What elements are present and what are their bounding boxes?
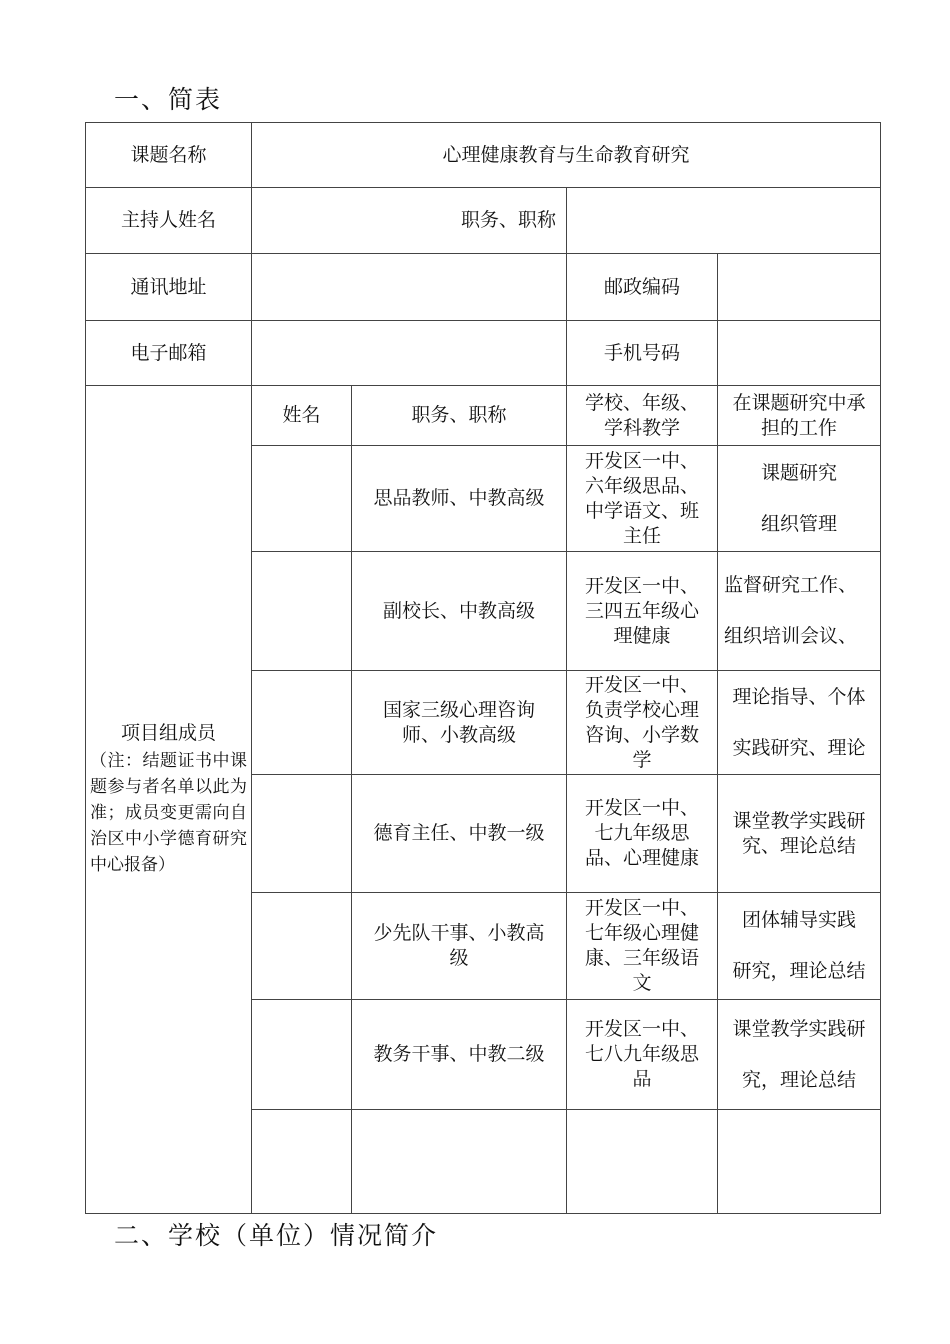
member-school-line: 开发区一中、 [584, 449, 699, 472]
member-duty-line: 课堂教学实践研 [732, 809, 866, 832]
member-title-line: 国家三级心理咨询 [382, 698, 535, 721]
header-duty [718, 386, 881, 446]
member-duty [718, 671, 881, 775]
mobile-label: 手机号码 [567, 321, 718, 386]
member-duty-line: 团体辅导实践 [742, 909, 857, 931]
member-school-line: 三四五年级心 [584, 599, 699, 622]
member-duty [718, 446, 881, 552]
host-title-value[interactable] [567, 188, 881, 254]
postcode-value[interactable] [718, 254, 881, 321]
member-duty-line: 组织管理 [761, 512, 838, 535]
member-school-line: 开发区一中、 [584, 673, 699, 696]
member-title-line: 教务干事、中教二级 [373, 1043, 545, 1065]
member-school-line: 中学语文、班 [584, 499, 699, 522]
member-title-line: 师、小教高级 [401, 723, 516, 746]
section-heading-summary: 一、简表 [114, 85, 223, 114]
member-name[interactable] [252, 775, 352, 893]
line-spacer [722, 1042, 876, 1068]
member-duty-line: 究，理论总结 [742, 1068, 857, 1091]
member-duty-line: 研究，理论总结 [732, 960, 866, 982]
member-school-line: 文 [632, 972, 652, 994]
member-duty-line: 理论指导、个体 [732, 685, 866, 708]
member-school-line: 开发区一中、 [584, 897, 699, 919]
members-header-row [86, 386, 881, 446]
member-school-line: 七九年级思 [594, 822, 690, 844]
email-label: 电子邮箱 [86, 321, 252, 386]
member-duty-line: 课题研究 [761, 461, 838, 484]
member-title [352, 893, 567, 1000]
member-duty [718, 893, 881, 1000]
member-title-line: 级 [449, 947, 469, 969]
line-spacer [722, 710, 876, 736]
header-title: 职务、职称 [352, 386, 567, 446]
member-duty [718, 775, 881, 893]
member-duty[interactable] [718, 1110, 881, 1214]
member-school [567, 893, 718, 1000]
member-school-line: 负责学校心理 [584, 698, 699, 721]
member-school-line: 理健康 [613, 624, 671, 647]
header-school-line: 学科教学 [603, 416, 680, 439]
email-value[interactable] [252, 321, 567, 386]
member-school-line: 咨询、小学数 [584, 723, 699, 746]
member-name[interactable] [252, 446, 352, 552]
member-title [352, 552, 567, 671]
header-duty-line: 在课题研究中承 [732, 391, 866, 414]
row-email [86, 321, 881, 386]
member-duty-line: 监督研究工作、 [724, 574, 858, 596]
member-title-line: 思品教师、中教高级 [373, 487, 545, 509]
member-name[interactable] [252, 1110, 352, 1214]
member-name[interactable] [252, 552, 352, 671]
address-label: 通讯地址 [86, 254, 252, 321]
header-duty-line: 担的工作 [761, 416, 838, 439]
member-name[interactable] [252, 893, 352, 1000]
member-school-line: 品、心理健康 [584, 847, 699, 869]
member-title[interactable] [352, 1110, 567, 1214]
header-school-line: 学校、年级、 [584, 391, 699, 414]
summary-form-table [85, 122, 881, 1214]
row-address [86, 254, 881, 321]
member-school-line: 六年级思品、 [584, 474, 699, 497]
member-school-line: 七年级心理健 [584, 922, 699, 944]
member-school [567, 671, 718, 775]
row-topic [86, 123, 881, 188]
member-title [352, 1000, 567, 1110]
host-title-label: 职务、职称 [252, 188, 567, 254]
section-heading-school-intro: 二、学校（单位）情况简介 [114, 1221, 439, 1250]
line-spacer [722, 933, 876, 959]
member-school-line: 品 [632, 1068, 652, 1090]
members-label: 项目组成员 [120, 722, 216, 744]
member-duty-line: 实践研究、理论 [732, 736, 866, 759]
member-school [567, 775, 718, 893]
header-name: 姓名 [252, 386, 352, 446]
address-value[interactable] [252, 254, 567, 321]
topic-label: 课题名称 [86, 123, 252, 188]
member-name[interactable] [252, 1000, 352, 1110]
member-school[interactable] [567, 1110, 718, 1214]
row-host [86, 188, 881, 254]
member-title-line: 德育主任、中教一级 [373, 822, 545, 844]
member-duty [718, 1000, 881, 1110]
member-duty [718, 552, 881, 671]
member-title [352, 775, 567, 893]
host-label: 主持人姓名 [86, 188, 252, 254]
mobile-value[interactable] [718, 321, 881, 386]
line-spacer [722, 486, 876, 512]
topic-value: 心理健康教育与生命教育研究 [252, 123, 881, 188]
member-school-line: 主任 [622, 524, 661, 547]
line-spacer [724, 598, 876, 624]
member-school-line: 开发区一中、 [584, 797, 699, 819]
member-duty-line: 课堂教学实践研 [732, 1017, 866, 1040]
member-school-line: 开发区一中、 [584, 574, 699, 597]
header-school [567, 386, 718, 446]
member-name[interactable] [252, 671, 352, 775]
postcode-label: 邮政编码 [567, 254, 718, 321]
member-title-line: 副校长、中教高级 [382, 599, 535, 622]
member-title [352, 446, 567, 552]
members-label-cell [86, 386, 252, 1214]
member-title [352, 671, 567, 775]
members-note: （注：结题证书中课题参与者名单以此为准；成员变更需向自治区中小学德育研究中心报备） [90, 751, 247, 875]
member-school-line: 七八九年级思 [584, 1043, 699, 1065]
member-school [567, 1000, 718, 1110]
member-school-line: 开发区一中、 [584, 1018, 699, 1040]
member-school [567, 446, 718, 552]
member-school-line: 康、三年级语 [584, 947, 699, 969]
member-school [567, 552, 718, 671]
member-title-line: 少先队干事、小教高 [373, 922, 545, 944]
member-school-line: 学 [632, 748, 652, 771]
member-duty-line: 组织培训会议、 [724, 625, 858, 647]
member-duty-line: 究、理论总结 [742, 834, 857, 857]
